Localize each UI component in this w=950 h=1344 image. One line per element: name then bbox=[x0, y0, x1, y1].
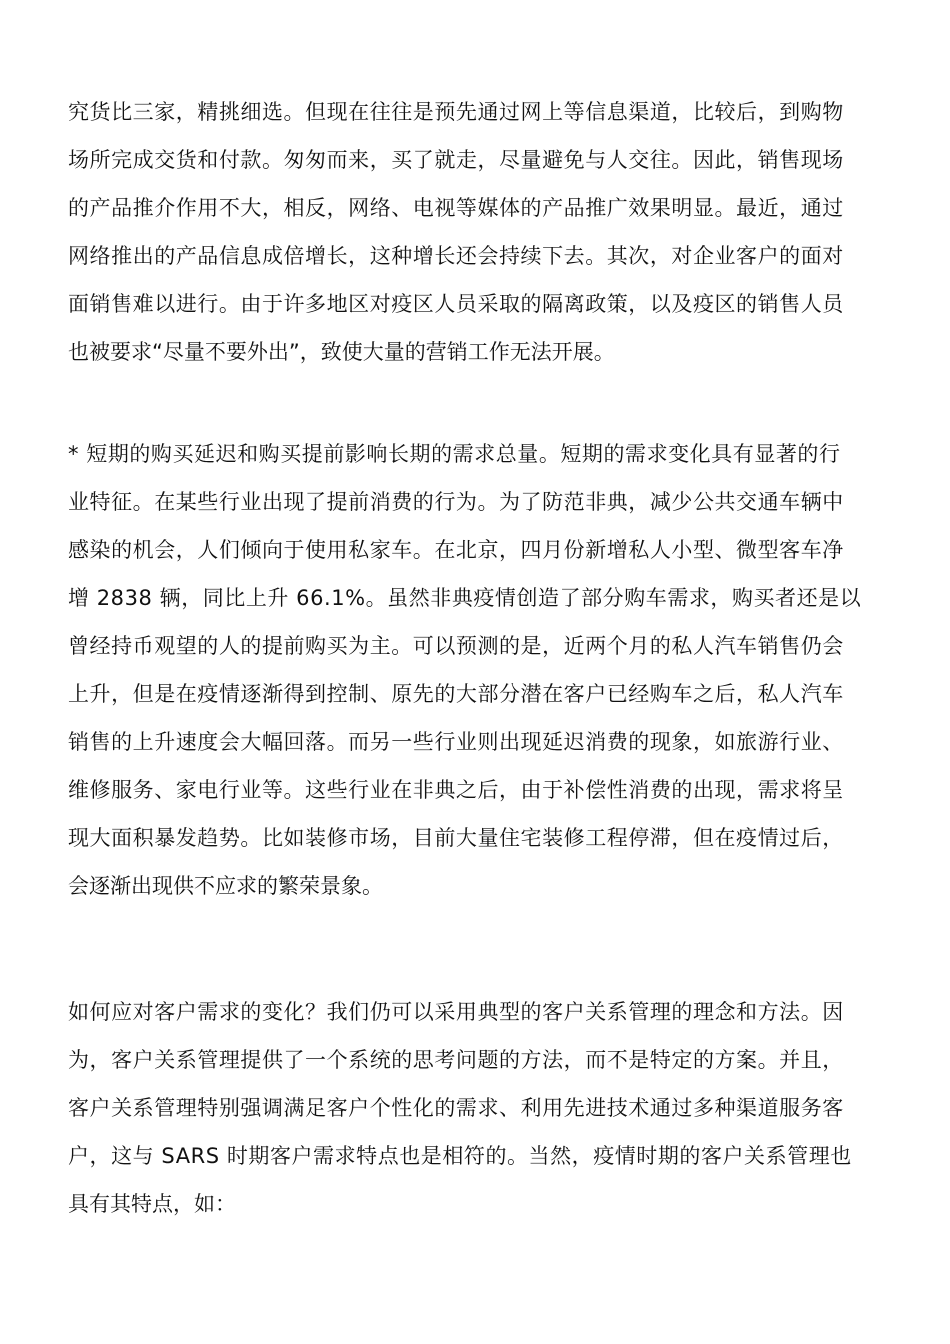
paragraph-line: 上升，但是在疫情逐渐得到控制、原先的大部分潜在客户已经购车之后，私人汽车 bbox=[68, 682, 844, 706]
paragraph-short-term-demand bbox=[68, 430, 883, 910]
paragraph-line: 会逐渐出现供不应求的繁荣景象。 bbox=[68, 874, 383, 898]
paragraph-line: 场所完成交货和付款。匆匆而来，买了就走，尽量避免与人交往。因此，销售现场 bbox=[68, 148, 844, 172]
paragraph-line: 业特征。在某些行业出现了提前消费的行为。为了防范非典，减少公共交通车辆中 bbox=[68, 490, 844, 514]
paragraph-line: 的产品推介作用不大，相反，网络、电视等媒体的产品推广效果明显。最近，通过 bbox=[68, 196, 844, 220]
paragraph-line: 户，这与 SARS 时期客户需求特点也是相符的。当然，疫情时期的客户关系管理也 bbox=[68, 1144, 852, 1168]
paragraph-line: 感染的机会，人们倾向于使用私家车。在北京，四月份新增私人小型、微型客车净 bbox=[68, 538, 844, 562]
paragraph-line: 如何应对客户需求的变化？我们仍可以采用典型的客户关系管理的理念和方法。因 bbox=[68, 1000, 844, 1024]
paragraph-line: 究货比三家，精挑细选。但现在往往是预先通过网上等信息渠道，比较后，到购物 bbox=[68, 100, 844, 124]
paragraph-line: 现大面积暴发趋势。比如装修市场，目前大量住宅装修工程停滞，但在疫情过后， bbox=[68, 826, 844, 850]
paragraph-line: * 短期的购买延迟和购买提前影响长期的需求总量。短期的需求变化具有显著的行 bbox=[68, 442, 841, 466]
paragraph-line: 增 2838 辆，同比上升 66.1%。虽然非典疫情创造了部分购车需求，购买者还是以 bbox=[68, 586, 862, 610]
paragraph-line: 为，客户关系管理提供了一个系统的思考问题的方法，而不是特定的方案。并且， bbox=[68, 1048, 844, 1072]
paragraph-line: 客户关系管理特别强调满足客户个性化的需求、利用先进技术通过多种渠道服务客 bbox=[68, 1096, 844, 1120]
paragraph-line: 曾经持币观望的人的提前购买为主。可以预测的是，近两个月的私人汽车销售仍会 bbox=[68, 634, 844, 658]
paragraph-line: 网络推出的产品信息成倍增长，这种增长还会持续下去。其次，对企业客户的面对 bbox=[68, 244, 844, 268]
paragraph-line: 面销售难以进行。由于许多地区对疫区人员采取的隔离政策，以及疫区的销售人员 bbox=[68, 292, 844, 316]
paragraph-line: 具有其特点，如： bbox=[68, 1192, 236, 1216]
paragraph-crm-response bbox=[68, 988, 883, 1228]
paragraph-line: 也被要求“尽量不要外出”，致使大量的营销工作无法开展。 bbox=[68, 340, 615, 364]
paragraph-line: 维修服务、家电行业等。这些行业在非典之后，由于补偿性消费的出现，需求将呈 bbox=[68, 778, 844, 802]
paragraph-online-purchasing bbox=[68, 88, 883, 376]
paragraph-line: 销售的上升速度会大幅回落。而另一些行业则出现延迟消费的现象，如旅游行业、 bbox=[68, 730, 844, 754]
